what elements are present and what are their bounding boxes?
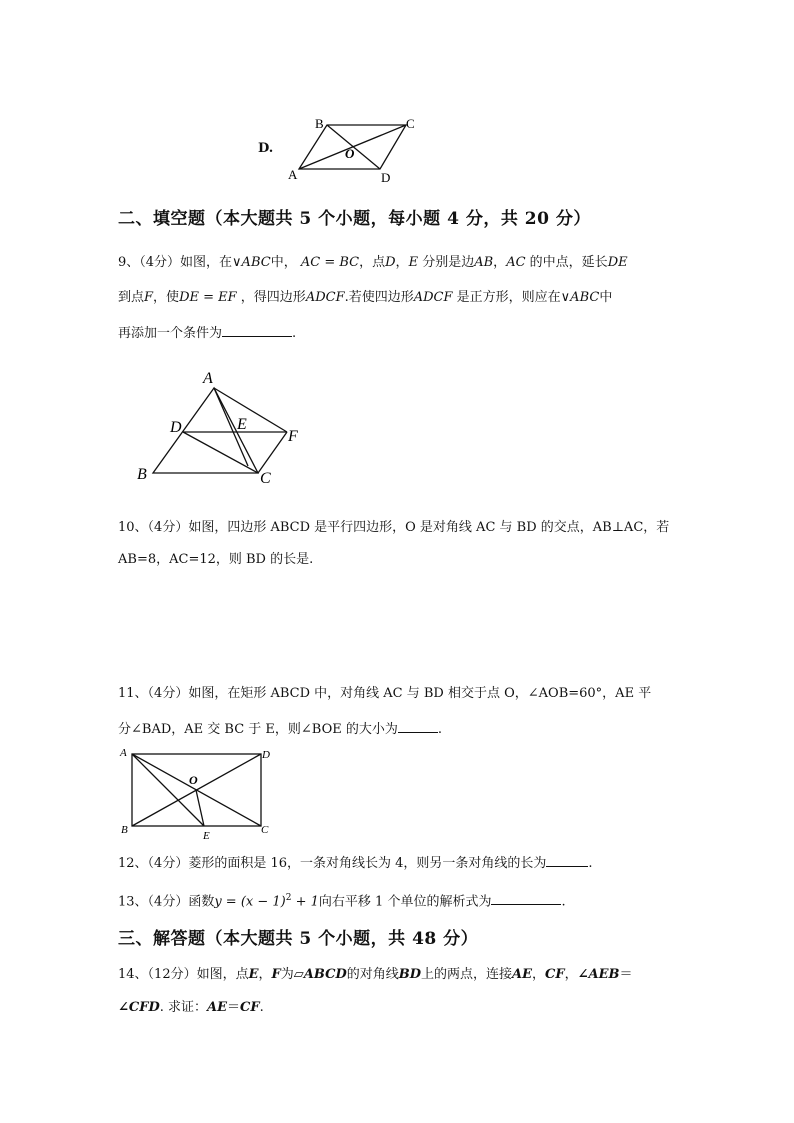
- q13-answer-blank[interactable]: [491, 892, 561, 905]
- label-d: D: [170, 419, 182, 436]
- label-e: E: [237, 416, 247, 433]
- section-2-title: 二、填空题（本大题共 5 个小题，每小题 4 分，共 20 分）: [118, 209, 591, 229]
- label-o: O: [345, 146, 355, 161]
- q12-answer-blank[interactable]: [546, 854, 588, 867]
- q9-line1: 9、（4分）如图，在∨ABC中， AC = BC，点D，E 分别是边AB，AC 的中点，延长DE: [118, 255, 628, 270]
- q11-answer-blank[interactable]: [398, 720, 438, 733]
- q9-line2: 到点F，使DE = EF ，得四边形ADCF.若使四边形ADCF 是正方形，则应在∨ABC中: [118, 290, 613, 305]
- label-b: B: [137, 466, 147, 483]
- option-d-label: D.: [258, 141, 274, 156]
- label-a: A: [120, 747, 127, 759]
- q9-line3: 再添加一个条件为 .: [118, 326, 297, 341]
- label-c: C: [260, 470, 271, 487]
- label-b: B: [315, 116, 324, 131]
- label-c: C: [261, 824, 269, 836]
- q9-triangle-figure: [130, 365, 310, 490]
- q10-line1: 10、（4分）如图，四边形 ABCD 是平行四边形，O 是对角线 AC 与 BD 的交点，AB⊥AC，若: [118, 520, 670, 535]
- label-c: C: [406, 116, 415, 131]
- q13-text: 13、（4分）函数$y = (x - 1)^2 + 1$向右平移 1 个单位的解析式为 .: [118, 893, 566, 910]
- label-a: A: [288, 167, 298, 182]
- label-a: A: [203, 370, 213, 387]
- label-b: B: [121, 824, 128, 836]
- q12-text: 12、（4分）菱形的面积是 16，一条对角线长为 4，则另一条对角线的长为 .: [118, 856, 593, 871]
- option-d-parallelogram-figure: [282, 112, 422, 188]
- label-e: E: [203, 830, 210, 842]
- q9-answer-blank[interactable]: [222, 324, 292, 337]
- q11-rectangle-figure: [115, 742, 280, 842]
- q10-line2: AB=8，AC=12，则 BD 的长是.: [118, 552, 314, 567]
- label-f: F: [288, 428, 298, 445]
- label-d: D: [262, 749, 270, 761]
- q14-line2: ∠CFD. 求证：AE＝CF.: [118, 1000, 264, 1015]
- label-o: O: [189, 773, 198, 787]
- q11-line2: 分∠BAD，AE 交 BC 于 E，则∠BOE 的大小为 .: [118, 722, 443, 737]
- q14-line1: 14、（12分）如图，点E，F为▱ABCD的对角线BD上的两点，连接AE，CF，∠AEB＝: [118, 967, 633, 982]
- section-3-title: 三、解答题（本大题共 5 个小题，共 48 分）: [118, 929, 479, 949]
- q11-line1: 11、（4分）如图，在矩形 ABCD 中，对角线 AC 与 BD 相交于点 O，∠AOB=60°，AE 平: [118, 686, 652, 701]
- label-d: D: [381, 170, 391, 185]
